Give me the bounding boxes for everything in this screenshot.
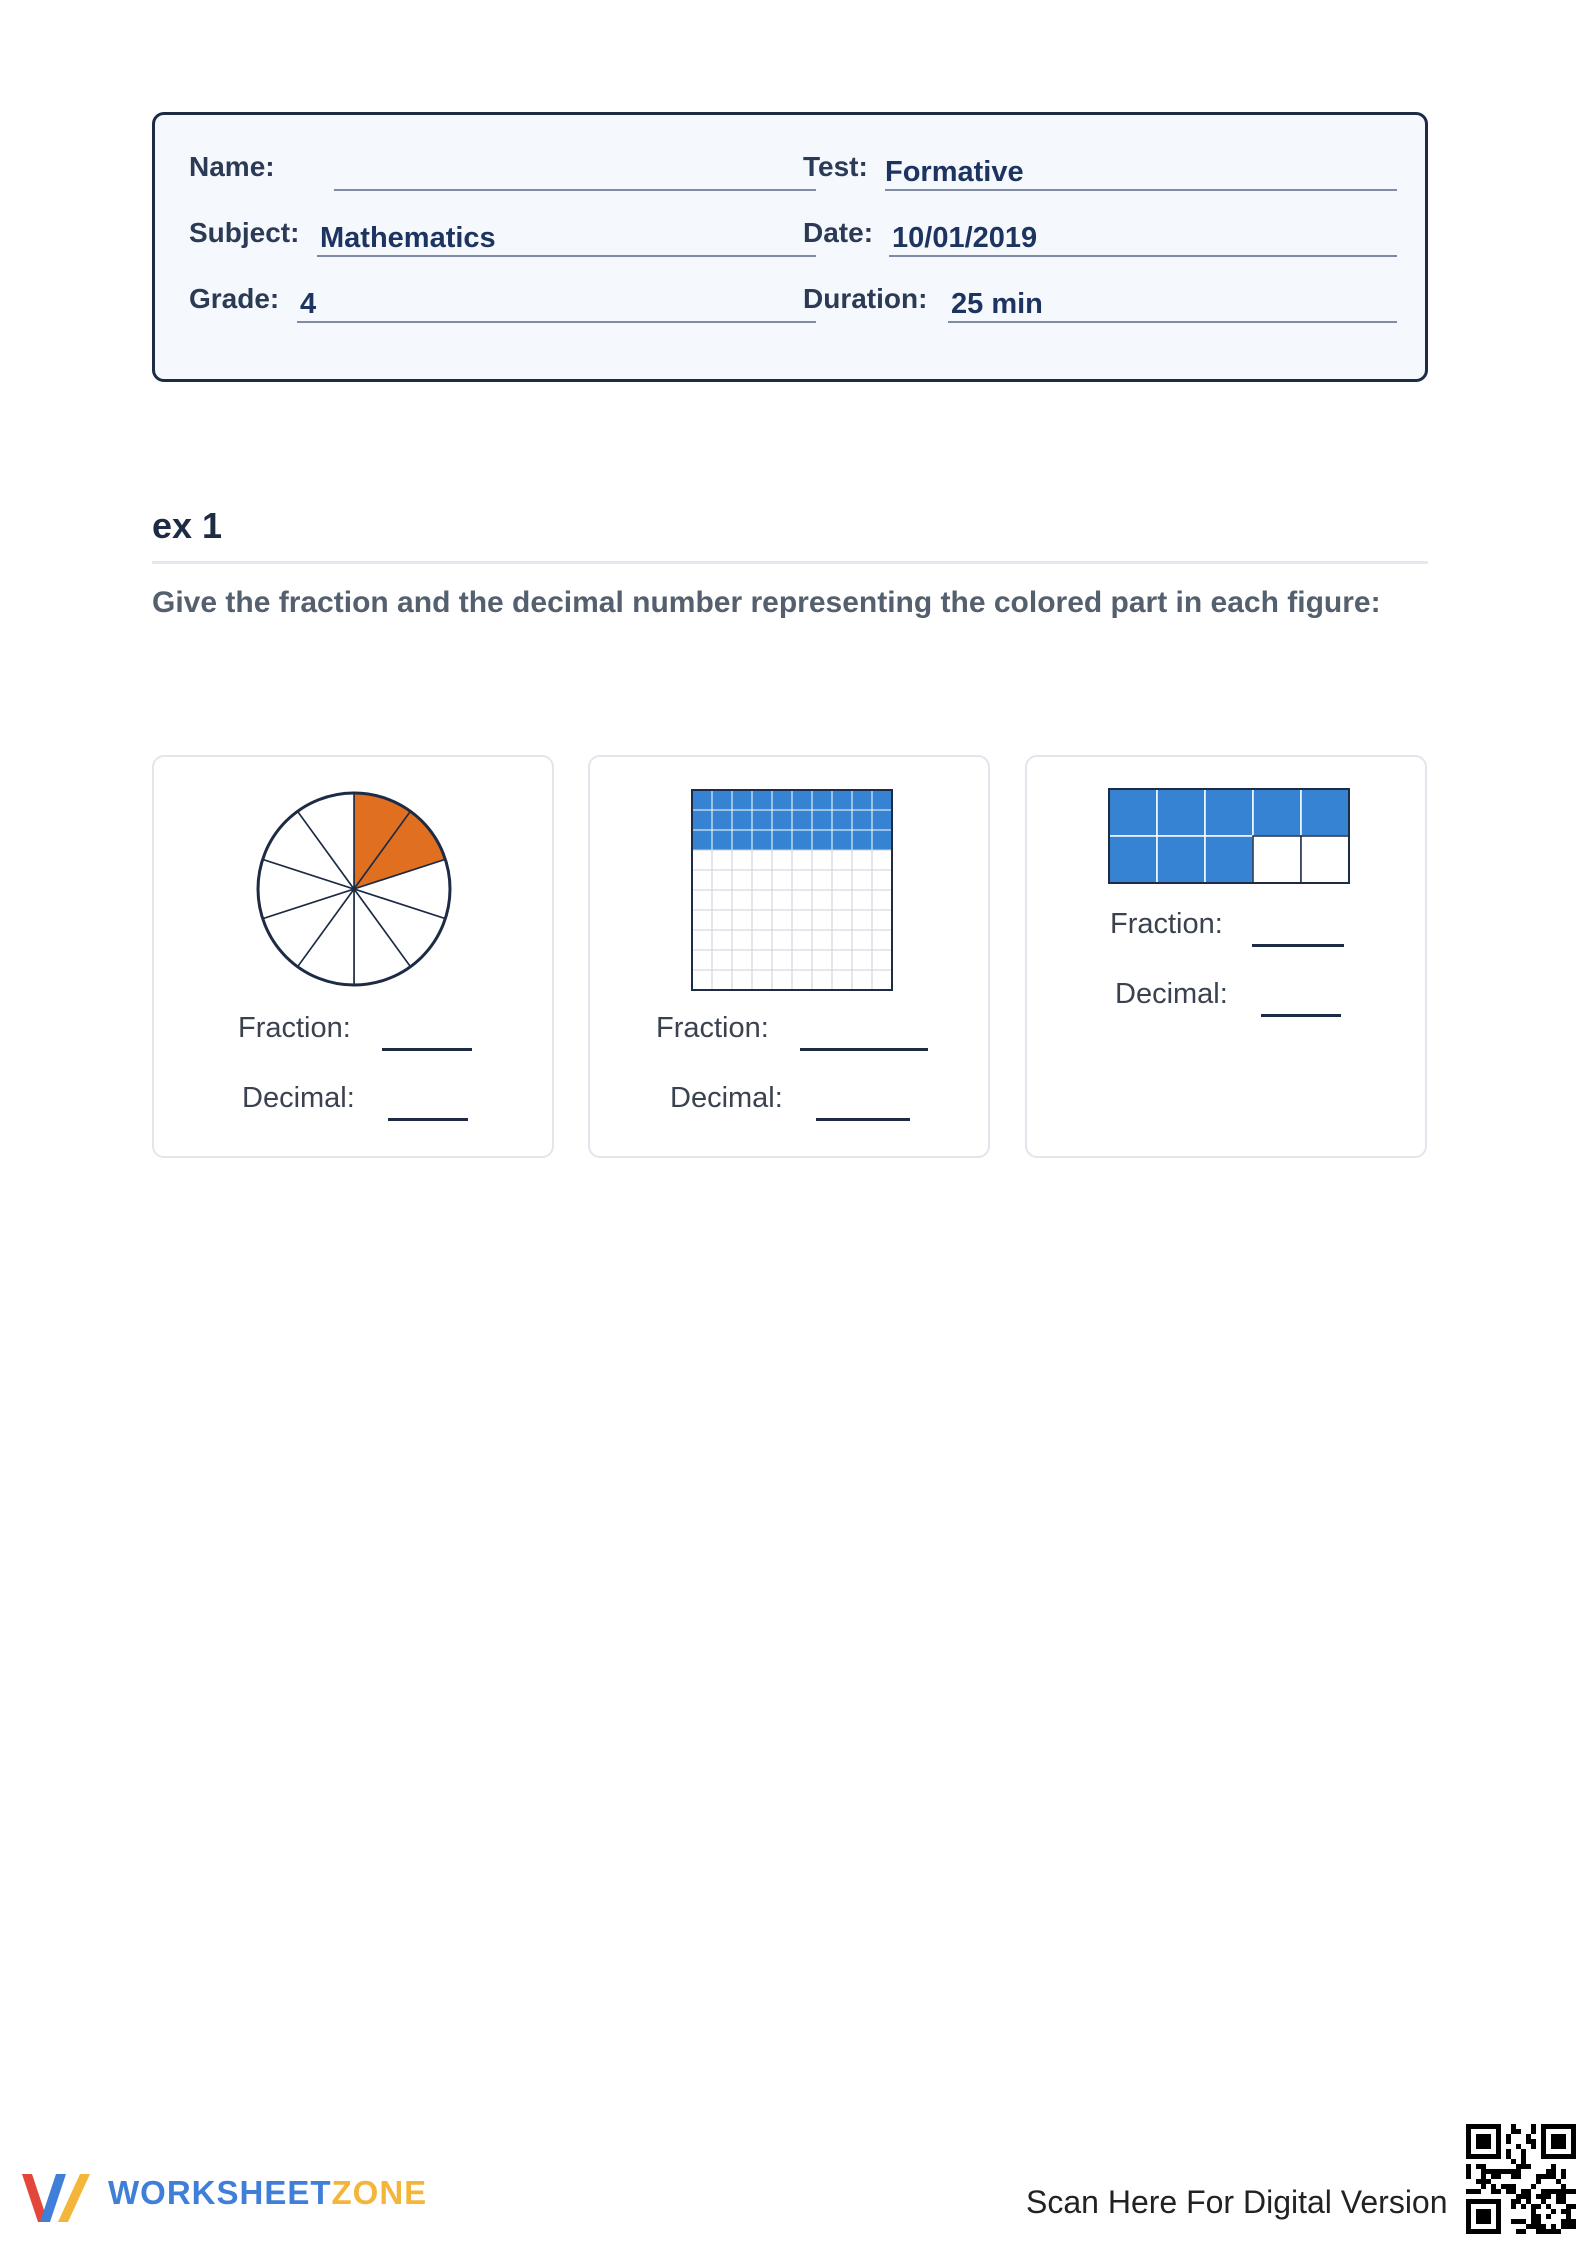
- grid-cell: [852, 790, 872, 810]
- qr-module: [1556, 2194, 1561, 2199]
- qr-module: [1521, 2204, 1526, 2209]
- grid-cell: [752, 850, 772, 870]
- duration-value: 25 min: [951, 288, 1043, 320]
- grid-cell: [832, 890, 852, 910]
- qr-module: [1546, 2204, 1551, 2209]
- qr-module: [1546, 2214, 1551, 2219]
- qr-module: [1561, 2199, 1566, 2204]
- qr-module: [1471, 2189, 1476, 2194]
- qr-module: [1501, 2184, 1506, 2189]
- qr-code-icon[interactable]: [1466, 2124, 1576, 2234]
- qr-module: [1521, 2149, 1526, 2154]
- brand-name: [108, 2174, 427, 2212]
- qr-module: [1481, 2169, 1486, 2174]
- qr-module: [1561, 2174, 1566, 2179]
- grid-cell: [712, 890, 732, 910]
- qr-module: [1481, 2174, 1486, 2179]
- grid-cell: [852, 910, 872, 930]
- grid-cell: [852, 830, 872, 850]
- grid-cell: [812, 850, 832, 870]
- student-info-box: [152, 112, 1428, 382]
- rectangle-part: [1157, 836, 1205, 883]
- qr-module: [1541, 2189, 1546, 2194]
- grid-cell: [732, 910, 752, 930]
- qr-module: [1536, 2179, 1541, 2184]
- qr-module: [1551, 2164, 1556, 2169]
- qr-module: [1511, 2169, 1516, 2174]
- grid-cell: [792, 950, 812, 970]
- qr-module: [1566, 2204, 1571, 2209]
- qr-module: [1566, 2219, 1571, 2224]
- qr-module: [1531, 2124, 1536, 2129]
- test-value: Formative: [885, 156, 1024, 188]
- grid-decimal-blank[interactable]: [816, 1118, 910, 1121]
- qr-module: [1481, 2179, 1486, 2184]
- grid-cell: [812, 970, 832, 990]
- grid-cell: [872, 870, 892, 890]
- name-underline: [334, 189, 816, 191]
- qr-module: [1531, 2184, 1536, 2189]
- grid-cell: [832, 810, 852, 830]
- grid-cell: [752, 930, 772, 950]
- grid-cell: [732, 890, 752, 910]
- qr-module: [1476, 2189, 1481, 2194]
- grid-cell: [872, 930, 892, 950]
- grid-cell: [792, 970, 812, 990]
- grid-cell: [812, 830, 832, 850]
- rectangle-part: [1253, 836, 1301, 883]
- qr-module: [1551, 2224, 1556, 2229]
- qr-module: [1546, 2189, 1551, 2194]
- grid-cell: [772, 890, 792, 910]
- qr-module: [1521, 2164, 1526, 2169]
- qr-module: [1511, 2199, 1516, 2204]
- grid-cell: [752, 810, 772, 830]
- test-label: Test:: [803, 151, 868, 182]
- qr-module: [1571, 2204, 1576, 2209]
- qr-module: [1531, 2224, 1536, 2229]
- qr-module: [1551, 2229, 1556, 2234]
- qr-module: [1506, 2139, 1511, 2144]
- grid-cell: [832, 950, 852, 970]
- grid-cell: [692, 870, 712, 890]
- grid-cell: [732, 790, 752, 810]
- qr-module: [1531, 2129, 1536, 2134]
- qr-module: [1566, 2224, 1571, 2229]
- rect-decimal-label: Decimal:: [1115, 978, 1228, 1010]
- qr-module: [1506, 2149, 1511, 2154]
- qr-module: [1506, 2169, 1511, 2174]
- qr-module: [1551, 2189, 1556, 2194]
- qr-module: [1511, 2219, 1516, 2224]
- qr-module: [1551, 2209, 1556, 2214]
- pie-fraction-answer[interactable]: [238, 1011, 478, 1051]
- qr-module: [1531, 2204, 1536, 2209]
- test-field: [803, 151, 1399, 191]
- qr-module: [1511, 2189, 1516, 2194]
- qr-module: [1536, 2214, 1541, 2219]
- qr-module: [1521, 2219, 1526, 2224]
- qr-module: [1526, 2139, 1531, 2144]
- grid-cell: [772, 870, 792, 890]
- qr-module: [1511, 2174, 1516, 2179]
- qr-module: [1516, 2144, 1521, 2149]
- grid-cell: [732, 930, 752, 950]
- grid-cell: [772, 950, 792, 970]
- qr-module: [1531, 2214, 1536, 2219]
- grid-cell: [772, 810, 792, 830]
- qr-module: [1556, 2199, 1561, 2204]
- grid-cell: [752, 830, 772, 850]
- grid-cell: [712, 930, 732, 950]
- rectangle-part: [1301, 789, 1349, 836]
- qr-module: [1506, 2154, 1511, 2159]
- qr-module: [1561, 2189, 1566, 2194]
- qr-module: [1516, 2219, 1521, 2224]
- qr-module: [1561, 2224, 1566, 2229]
- grid-cell: [772, 970, 792, 990]
- grid-cell: [692, 810, 712, 830]
- grid-cell: [692, 950, 712, 970]
- figure-card-rectangle: [1025, 755, 1427, 1158]
- rect-fraction-blank[interactable]: [1252, 944, 1344, 947]
- qr-module: [1511, 2129, 1516, 2134]
- grid-cell: [812, 930, 832, 950]
- grid-cell: [852, 970, 872, 990]
- qr-module: [1526, 2199, 1531, 2204]
- grid-cell: [852, 810, 872, 830]
- qr-module: [1571, 2219, 1576, 2224]
- qr-module: [1466, 2169, 1471, 2174]
- qr-module: [1506, 2134, 1511, 2139]
- grid-cell: [712, 830, 732, 850]
- figure-card-pie: [152, 755, 554, 1158]
- qr-module: [1546, 2169, 1551, 2174]
- qr-module: [1541, 2199, 1546, 2204]
- grid-fraction-blank[interactable]: [800, 1048, 928, 1051]
- grid-cell: [812, 810, 832, 830]
- grid-cell: [692, 830, 712, 850]
- grid-cell: [692, 890, 712, 910]
- qr-module: [1536, 2194, 1541, 2199]
- exercise-divider: [152, 561, 1428, 564]
- grid-cell: [712, 810, 732, 830]
- grid-cell: [752, 950, 772, 970]
- qr-module: [1556, 2189, 1561, 2194]
- grid-cell: [772, 790, 792, 810]
- grid-cell: [792, 890, 812, 910]
- pie-fraction-blank[interactable]: [382, 1048, 472, 1051]
- grid-cell: [832, 850, 852, 870]
- rectangle-part: [1205, 789, 1253, 836]
- scan-instruction: Scan Here For Digital Version: [1026, 2184, 1448, 2220]
- grid-cell: [832, 790, 852, 810]
- qr-module: [1491, 2189, 1496, 2194]
- grid-cell: [752, 870, 772, 890]
- qr-finder-center: [1476, 2209, 1491, 2224]
- grid-cell: [832, 830, 852, 850]
- qr-module: [1541, 2229, 1546, 2234]
- qr-module: [1571, 2189, 1576, 2194]
- rectangle-part: [1157, 789, 1205, 836]
- grid-cell: [732, 950, 752, 970]
- rectangle-part: [1109, 836, 1157, 883]
- qr-module: [1516, 2164, 1521, 2169]
- qr-module: [1496, 2174, 1501, 2179]
- qr-module: [1486, 2169, 1491, 2174]
- grid-cell: [812, 910, 832, 930]
- rectangle-part: [1253, 789, 1301, 836]
- grid-cell: [712, 870, 732, 890]
- qr-module: [1481, 2164, 1486, 2169]
- grid-cell: [792, 930, 812, 950]
- name-label: Name:: [189, 151, 275, 182]
- qr-module: [1531, 2144, 1536, 2149]
- grid-cell: [712, 950, 732, 970]
- brand-part-zone: ZONE: [331, 2174, 428, 2211]
- qr-module: [1526, 2189, 1531, 2194]
- qr-module: [1521, 2194, 1526, 2199]
- grid-cell: [712, 790, 732, 810]
- grid-cell: [832, 910, 852, 930]
- qr-module: [1536, 2174, 1541, 2179]
- grid-cell: [732, 810, 752, 830]
- qr-module: [1491, 2174, 1496, 2179]
- qr-module: [1526, 2164, 1531, 2169]
- qr-module: [1546, 2229, 1551, 2234]
- qr-module: [1511, 2184, 1516, 2189]
- grid-cell: [752, 790, 772, 810]
- grid-cell: [752, 970, 772, 990]
- qr-module: [1511, 2204, 1516, 2209]
- grid-cell: [792, 790, 812, 810]
- qr-finder-center: [1551, 2134, 1566, 2149]
- qr-module: [1476, 2164, 1481, 2169]
- qr-module: [1531, 2139, 1536, 2144]
- rectangle-part: [1109, 789, 1157, 836]
- qr-module: [1521, 2159, 1526, 2164]
- grid-decimal-label: Decimal:: [670, 1082, 783, 1114]
- pie-fraction-label: Fraction:: [238, 1012, 351, 1044]
- qr-module: [1516, 2194, 1521, 2199]
- qr-module: [1521, 2154, 1526, 2159]
- pie-figure: [254, 789, 454, 989]
- grid-cell: [712, 850, 732, 870]
- subject-underline: [317, 255, 816, 257]
- grid-cell: [692, 850, 712, 870]
- grid-cell: [872, 830, 892, 850]
- qr-module: [1526, 2194, 1531, 2199]
- grid-cell: [772, 930, 792, 950]
- brand-part-worksheet: WORKSHEET: [108, 2174, 332, 2211]
- qr-module: [1516, 2174, 1521, 2179]
- grid-cell: [812, 870, 832, 890]
- grid-cell: [872, 950, 892, 970]
- grid-cell: [692, 790, 712, 810]
- exercise-instruction: Give the fraction and the decimal number representing the colored part in each figure:: [152, 586, 1381, 619]
- rectangle-figure: [1107, 787, 1351, 885]
- qr-module: [1486, 2179, 1491, 2184]
- pie-decimal-blank[interactable]: [388, 1118, 468, 1121]
- qr-module: [1566, 2214, 1571, 2219]
- rectangle-part: [1205, 836, 1253, 883]
- qr-module: [1561, 2184, 1566, 2189]
- grid-cell: [752, 890, 772, 910]
- qr-module: [1566, 2209, 1571, 2214]
- grid-decimal-answer[interactable]: [670, 1081, 920, 1121]
- grid-cell: [852, 950, 872, 970]
- qr-module: [1491, 2184, 1496, 2189]
- qr-module: [1531, 2209, 1536, 2214]
- qr-module: [1541, 2224, 1546, 2229]
- duration-label: Duration:: [803, 283, 928, 314]
- qr-module: [1491, 2169, 1496, 2174]
- qr-module: [1561, 2169, 1566, 2174]
- grid-cell: [732, 970, 752, 990]
- grid-cell: [852, 870, 872, 890]
- qr-module: [1496, 2189, 1501, 2194]
- qr-module: [1511, 2124, 1516, 2129]
- qr-module: [1511, 2159, 1516, 2164]
- grid-cell: [692, 970, 712, 990]
- grid-cell: [712, 910, 732, 930]
- subject-field: [189, 217, 779, 257]
- subject-value: Mathematics: [320, 222, 496, 254]
- exercise-title: ex 1: [152, 505, 223, 546]
- qr-module: [1506, 2189, 1511, 2194]
- qr-module: [1521, 2189, 1526, 2194]
- grid-cell: [812, 950, 832, 970]
- grade-label: Grade:: [189, 283, 280, 314]
- subject-label: Subject:: [189, 217, 300, 248]
- grade-underline: [297, 321, 816, 323]
- qr-module: [1516, 2229, 1521, 2234]
- qr-module: [1551, 2169, 1556, 2174]
- qr-finder-center: [1476, 2134, 1491, 2149]
- grid-cell: [792, 850, 812, 870]
- qr-module: [1561, 2209, 1566, 2214]
- grid-cell: [692, 910, 712, 930]
- grid-cell: [872, 970, 892, 990]
- qr-module: [1526, 2224, 1531, 2229]
- test-underline: [885, 189, 1397, 191]
- qr-module: [1561, 2194, 1566, 2199]
- grid-cell: [792, 910, 812, 930]
- grid-cell: [852, 850, 872, 870]
- qr-module: [1561, 2219, 1566, 2224]
- date-field: [803, 217, 1399, 257]
- duration-field: [803, 283, 1399, 323]
- date-value: 10/01/2019: [892, 222, 1038, 254]
- duration-underline: [948, 321, 1397, 323]
- rect-fraction-answer[interactable]: [1110, 907, 1350, 947]
- grid-cell: [752, 910, 772, 930]
- qr-module: [1536, 2229, 1541, 2234]
- grid-cell: [772, 910, 792, 930]
- rect-decimal-answer[interactable]: [1115, 977, 1355, 1017]
- qr-module: [1466, 2189, 1471, 2194]
- qr-module: [1501, 2169, 1506, 2174]
- grid-cell: [692, 930, 712, 950]
- grid-cell: [872, 810, 892, 830]
- qr-module: [1476, 2179, 1481, 2184]
- qr-module: [1516, 2199, 1521, 2204]
- grade-value: 4: [300, 288, 317, 320]
- grid-cell: [792, 870, 812, 890]
- grid-cell: [832, 870, 852, 890]
- grid-cell: [872, 910, 892, 930]
- qr-module: [1516, 2129, 1521, 2134]
- qr-module: [1541, 2194, 1546, 2199]
- pie-decimal-answer[interactable]: [242, 1081, 482, 1121]
- rect-fraction-label: Fraction:: [1110, 908, 1223, 940]
- grid-cell: [732, 850, 752, 870]
- date-label: Date:: [803, 217, 874, 248]
- grid-cell: [872, 850, 892, 870]
- grid-cell: [852, 890, 872, 910]
- qr-module: [1556, 2229, 1561, 2234]
- qr-module: [1541, 2174, 1546, 2179]
- qr-module: [1536, 2204, 1541, 2209]
- grid-cell: [732, 830, 752, 850]
- qr-module: [1481, 2184, 1486, 2189]
- qr-module: [1496, 2169, 1501, 2174]
- qr-module: [1551, 2174, 1556, 2179]
- grid-fraction-label: Fraction:: [656, 1012, 769, 1044]
- grid-cell: [772, 850, 792, 870]
- rectangle-part: [1301, 836, 1349, 883]
- qr-module: [1571, 2224, 1576, 2229]
- rect-decimal-blank[interactable]: [1261, 1014, 1341, 1017]
- grid-cell: [832, 930, 852, 950]
- figure-card-grid: [588, 755, 990, 1158]
- qr-module: [1556, 2179, 1561, 2184]
- grid-cell: [872, 790, 892, 810]
- qr-module: [1521, 2229, 1526, 2234]
- grade-field: [189, 283, 779, 323]
- grid-cell: [732, 870, 752, 890]
- qr-module: [1466, 2174, 1471, 2179]
- qr-module: [1546, 2194, 1551, 2199]
- date-underline: [889, 255, 1397, 257]
- name-field[interactable]: [189, 151, 779, 191]
- qr-module: [1506, 2184, 1511, 2189]
- grid-cell: [872, 890, 892, 910]
- worksheetzone-logo-icon: [18, 2168, 96, 2228]
- grid-cell: [812, 890, 832, 910]
- qr-module: [1526, 2134, 1531, 2139]
- grid-cell: [792, 830, 812, 850]
- grid-cell: [772, 830, 792, 850]
- grid-cell: [712, 970, 732, 990]
- grid-cell: [812, 790, 832, 810]
- grid-cell: [792, 810, 812, 830]
- pie-decimal-label: Decimal:: [242, 1082, 355, 1114]
- qr-module: [1566, 2189, 1571, 2194]
- qr-module: [1466, 2164, 1471, 2169]
- qr-module: [1536, 2224, 1541, 2229]
- qr-module: [1531, 2219, 1536, 2224]
- grid-cell: [832, 970, 852, 990]
- qr-module: [1516, 2169, 1521, 2174]
- grid-cell: [852, 930, 872, 950]
- qr-module: [1546, 2174, 1551, 2179]
- grid-fraction-answer[interactable]: [656, 1011, 946, 1051]
- hundred-grid-figure: [690, 788, 894, 992]
- qr-module: [1536, 2219, 1541, 2224]
